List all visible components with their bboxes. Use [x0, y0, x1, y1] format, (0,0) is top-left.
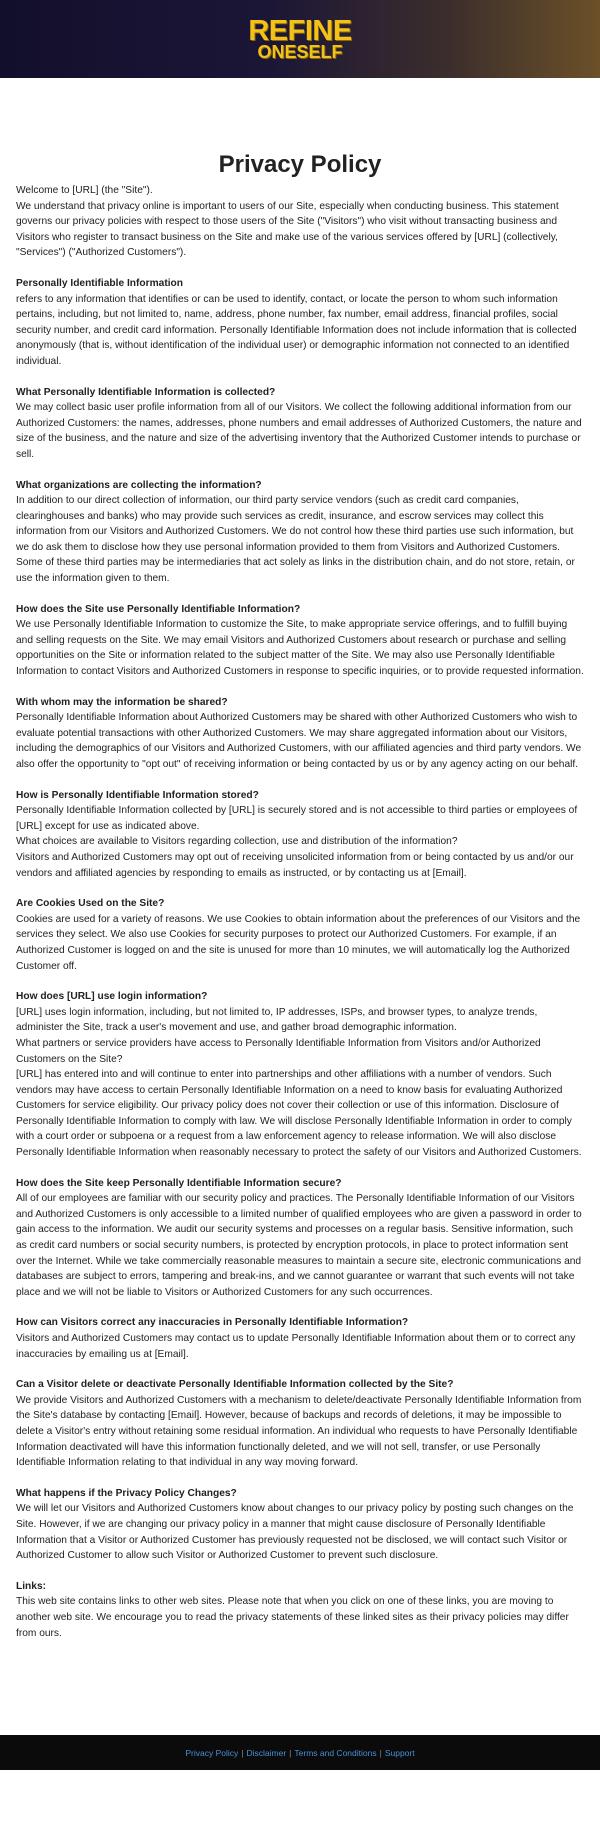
- policy-section: [16, 896, 584, 974]
- intro-paragraph: We understand that privacy online is important to users of our Site, especially when conducting business. This statement governs our privacy policies with respect to those users of the Site ("Visitors") who visit without transacting business and Visitors who register to transact business on the Site and make use of the various services offered by [URL] (collectively, "Services") ("Authorized Customers").: [16, 200, 559, 259]
- logo-line-1: REFINE: [248, 14, 352, 47]
- policy-section: [16, 276, 584, 370]
- policy-section: [16, 989, 584, 1161]
- intro: [16, 183, 584, 261]
- section-paragraph: We use Personally Identifiable Information to customize the Site, to make appropriate service offerings, and to fulfill buying and selling requests on the Site. We may email Visitors and Authorized Customers about research or purchase and selling opportunities on the Site or information related to the subject matter of the Site. We may also use Personally Identifiable Information to contact Visitors and Authorized Customers in response to specific inquiries, or to provide requested information.: [16, 619, 584, 678]
- section-heading: How does [URL] use login information?: [16, 991, 208, 1003]
- policy-section: [16, 385, 584, 463]
- footer-link-privacy-policy[interactable]: Privacy Policy: [185, 1747, 239, 1758]
- footer-link-support[interactable]: Support: [384, 1747, 415, 1758]
- section-paragraph: Visitors and Authorized Customers may contact us to update Personally Identifiable Information about them or to correct any inaccuracies by emailing us at [Email].: [16, 1333, 576, 1360]
- policy-section: [16, 1486, 584, 1564]
- site-logo[interactable]: [248, 14, 352, 62]
- footer-link-terms[interactable]: Terms and Conditions: [294, 1747, 377, 1758]
- section-heading: How does the Site keep Personally Identifiable Information secure?: [16, 1177, 342, 1189]
- footer-separator: |: [289, 1747, 292, 1758]
- section-paragraph: Cookies are used for a variety of reasons. We use Cookies to obtain information about the preferences of our Visitors and the services they select. We also use Cookies for security purposes to protect our Authorized Customers. For example, if an Authorized Customer is logged on and the site is unused for more than 10 minutes, we will automatically log the Authorized Customer off.: [16, 913, 581, 972]
- policy-section: [16, 1176, 584, 1301]
- policy-section: [16, 1377, 584, 1471]
- section-paragraph: In addition to our direct collection of information, our third party service vendors (such as credit card companies, clearinghouses and banks) who may provide such services as credit, insurance, and escrow services may collect this information from our Visitors and Authorized Customers. We do not control how these third parties use such information, but we do ask them to disclose how they use personal information provided to them from Visitors and Authorized Customers. Some of these third parties may be intermediaries that act solely as links in the distribution chain, and do not store, retain, or use the information given to them.: [16, 495, 575, 585]
- section-heading: Can a Visitor delete or deactivate Personally Identifiable Information collected by the Site?: [16, 1379, 454, 1391]
- logo-line-2: ONESELF: [257, 41, 343, 62]
- policy-sections: [16, 276, 584, 1641]
- section-paragraph: Personally Identifiable Information about Authorized Customers may be shared with other Authorized Customers who wish to evaluate potential transactions with other Authorized Customers. We may share aggregated information about our Visitors, including the demographics of our Visitors and Authorized Customers, with our affiliated agencies and third party vendors. We also offer the opportunity to "opt out" of receiving information or being contacted by us or by any agency acting on our behalf.: [16, 712, 582, 770]
- section-paragraph: All of our employees are familiar with our security policy and practices. The Personally Identifiable Information of our Visitors and Authorized Customers is only accessible to a limited number of qualified employees who are given a password in order to gain access to the information. We audit our security systems and processes on a regular basis. Sensitive information, such as credit card numbers or social security numbers, is protected by encryption protocols, in place to protect information sent over the Internet. While we take commercially reasonable measures to maintain a secure site, electronic communications and databases are subject to errors, tampering and break-ins, and we cannot guarantee or warrant that such events will not take place and we will not be liable to Visitors or Authorized Customers for any such occurrences.: [16, 1193, 582, 1298]
- section-heading: What happens if the Privacy Policy Changes?: [16, 1487, 237, 1499]
- policy-section: [16, 695, 584, 773]
- section-paragraph: What partners or service providers have access to Personally Identifiable Information from Visitors and/or Authorized Customers on the Site?: [16, 1037, 541, 1065]
- section-heading: With whom may the information be shared?: [16, 696, 228, 708]
- intro-paragraph: Welcome to [URL] (the "Site").: [16, 185, 153, 196]
- site-header: [0, 0, 600, 78]
- site-footer: [0, 1735, 600, 1770]
- section-heading: Personally Identifiable Information: [16, 277, 183, 289]
- section-paragraph: refers to any information that identifies or can be used to identify, contact, or locate the person to whom such information pertains, including, but not limited to, name, address, phone number, fax number, email address, financial profiles, social security number, and credit card information. Personally Identifiable Information does not include information that is collected anonymously (that is, without identification of the individual user) or demographic information not connected to an identified individual.: [16, 293, 577, 367]
- section-paragraph: Visitors and Authorized Customers may opt out of receiving unsolicited information from or being contacted by us and/or our vendors and affiliated agencies by responding to emails as instructed, or by contacting us at [Email].: [16, 851, 574, 879]
- section-paragraph: This web site contains links to other web sites. Please note that when you click on one of these links, you are moving to another web site. We encourage you to read the privacy statements of these linked sites as their privacy policies may differ from ours.: [16, 1596, 569, 1639]
- section-heading: What organizations are collecting the information?: [16, 479, 262, 491]
- page-title: Privacy Policy: [218, 151, 382, 178]
- section-paragraph: [URL] uses login information, including, but not limited to, IP addresses, ISPs, and browser types, to analyze trends, administer the Site, track a user's movement and use, and gather broad demographic information.: [16, 1006, 538, 1034]
- section-paragraph: We may collect basic user profile information from all of our Visitors. We collect the following additional information from our Authorized Customers: the names, addresses, phone numbers and email addresses of Authorized Customers, the nature and size of the business, and the nature and size of the advertising inventory that the Authorized Customer intends to purchase or sell.: [16, 402, 582, 460]
- section-heading: Are Cookies Used on the Site?: [16, 898, 165, 910]
- section-heading: Links:: [16, 1580, 47, 1592]
- section-heading: How can Visitors correct any inaccuracies in Personally Identifiable Information?: [16, 1317, 409, 1329]
- policy-section: [16, 788, 584, 882]
- policy-section: [16, 1315, 584, 1362]
- footer-separator: |: [241, 1747, 244, 1758]
- policy-section: [16, 1579, 584, 1641]
- footer-link-disclaimer[interactable]: Disclaimer: [246, 1747, 287, 1758]
- section-paragraph: We will let our Visitors and Authorized Customers know about changes to our privacy policy by posting such changes on the Site. However, if we are changing our privacy policy in a manner that might cause disclosure of Personally Identifiable Information that a Visitor or Authorized Customer has previously requested not be disclosed, we will contact such Visitor or Authorized Customer to allow such Visitor or Authorized Customer to prevent such disclosure.: [16, 1503, 574, 1562]
- footer-separator: |: [379, 1747, 382, 1758]
- section-heading: How does the Site use Personally Identifiable Information?: [16, 603, 301, 615]
- section-paragraph: What choices are available to Visitors regarding collection, use and distribution of the information?: [16, 836, 458, 848]
- section-paragraph: [URL] has entered into and will continue to enter into partnerships and other affiliations with a number of vendors. Such vendors may have access to certain Personally Identifiable Information on a need to know basis for evaluating Authorized Customers for service eligibility. Our privacy policy does not cover their collection or use of this information. Disclosure of Personally Identifiable Information to comply with law. We will disclose Personally Identifiable Information in order to comply with a court order or subpoena or a request from a law enforcement agency to release information. We will also disclose Personally Identifiable Information when reasonably necessary to protect the safety of our Visitors and Authorized Customers.: [16, 1069, 582, 1159]
- main-content: [0, 78, 600, 1735]
- section-heading: What Personally Identifiable Information is collected?: [16, 386, 276, 398]
- section-paragraph: We provide Visitors and Authorized Customers with a mechanism to delete/deactivate Personally Identifiable Information from the Site's database by contacting [Email]. However, because of backups and records of deletions, it may be impossible to delete a Visitor's entry without retaining some residual information. An individual who requests to have Personally Identifiable Information deactivated will have this information functionally deleted, and we will not sell, transfer, or use Personally Identifiable Information relating to that individual in any way moving forward.: [16, 1394, 582, 1469]
- policy-section: [16, 478, 584, 587]
- section-paragraph: Personally Identifiable Information collected by [URL] is securely stored and is not accessible to third parties or employees of [URL] except for use as indicated above.: [16, 805, 578, 832]
- policy-section: [16, 602, 584, 680]
- section-heading: How is Personally Identifiable Information stored?: [16, 789, 259, 801]
